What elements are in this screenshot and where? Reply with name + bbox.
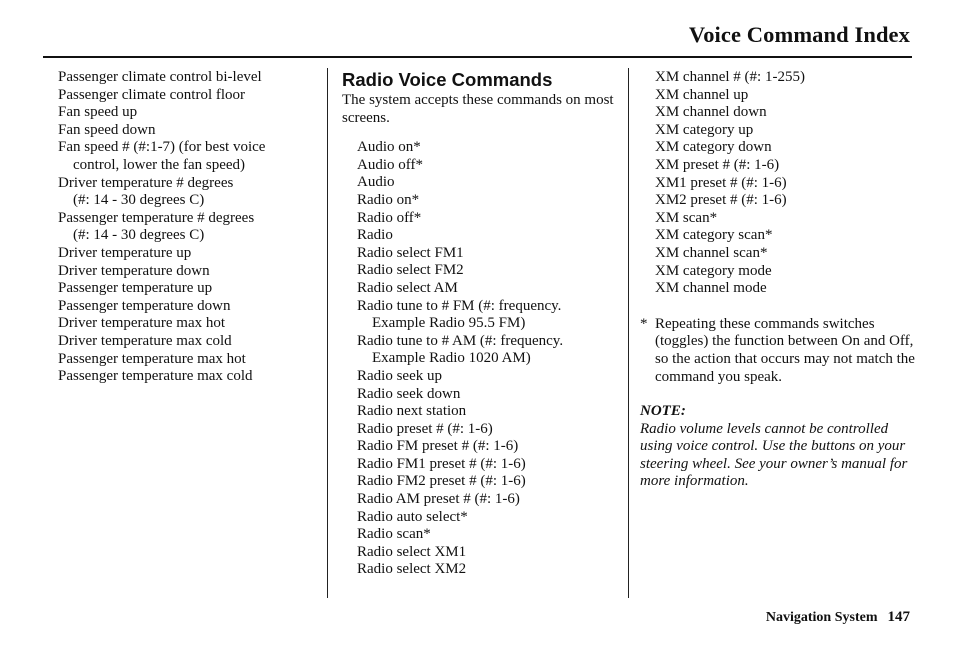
list-item: Passenger temperature max hot xyxy=(58,350,246,367)
list-item: Radio select FM1 xyxy=(357,244,464,261)
footnote xyxy=(640,316,915,386)
list-item: Radio on* xyxy=(357,191,420,208)
list-item: Radio seek down xyxy=(357,385,461,402)
list-item: Radio select XM1 xyxy=(357,543,467,560)
header-divider xyxy=(43,56,912,58)
list-item: Radio FM preset # (#: 1-6) xyxy=(357,438,519,455)
climate-command-list xyxy=(58,69,313,386)
column-divider xyxy=(327,68,328,598)
list-item: Radio next station xyxy=(357,403,467,420)
list-item: Radio select AM xyxy=(357,279,458,296)
list-item: Radio FM1 preset # (#: 1-6) xyxy=(357,455,526,472)
column-divider xyxy=(628,68,629,598)
list-item: XM category mode xyxy=(655,262,772,279)
radio-command-list xyxy=(342,139,617,579)
list-item: Radio scan* xyxy=(357,526,431,543)
list-item: Passenger temperature # degrees (#: 14 - 30 degrees C) xyxy=(58,209,255,244)
list-item: Audio off* xyxy=(357,156,423,173)
list-item: Radio select FM2 xyxy=(357,262,464,279)
column-radio-commands xyxy=(342,69,617,579)
page-number: 147 xyxy=(887,609,910,625)
section-intro: The system accepts these commands on most screens. xyxy=(342,92,614,126)
list-item: Audio on* xyxy=(357,139,421,156)
list-item: XM preset # (#: 1-6) xyxy=(655,156,780,173)
list-item: Audio xyxy=(357,174,395,191)
column-xm-commands xyxy=(640,69,915,491)
list-item: XM channel down xyxy=(655,104,767,121)
list-item: XM category down xyxy=(655,139,772,156)
list-item: Radio auto select* xyxy=(357,508,468,525)
list-item: Passenger climate control bi-level xyxy=(58,69,262,85)
list-item: Passenger climate control floor xyxy=(58,86,246,103)
list-item: Radio off* xyxy=(357,209,422,226)
list-item: XM channel mode xyxy=(655,280,767,297)
note-title: NOTE: xyxy=(640,403,686,420)
list-item: Radio FM2 preset # (#: 1-6) xyxy=(357,473,526,490)
list-item: XM channel scan* xyxy=(655,244,768,261)
list-item: XM scan* xyxy=(655,209,718,226)
list-item: Radio tune to # AM (#: frequency. Example Radio 1020 AM) xyxy=(357,332,564,367)
list-item: XM channel up xyxy=(655,86,749,103)
xm-command-list xyxy=(640,69,915,298)
list-item: Radio AM preset # (#: 1-6) xyxy=(357,491,520,508)
list-item: XM2 preset # (#: 1-6) xyxy=(655,192,787,209)
column-climate-commands xyxy=(58,69,313,386)
list-item: Passenger temperature down xyxy=(58,297,231,314)
note-body: Radio volume levels cannot be controlled using voice control. Use the buttons on your steering wheel. See your owner’s manual for more information. xyxy=(640,420,908,490)
list-item: XM channel # (#: 1-255) xyxy=(655,69,805,85)
list-item: Fan speed # (#:1-7) (for best voice control, lower the fan speed) xyxy=(58,139,266,173)
page-footer xyxy=(766,609,910,626)
list-item: Passenger temperature max cold xyxy=(58,368,253,385)
list-item: Radio select XM2 xyxy=(357,561,467,578)
list-item: Fan speed up xyxy=(58,104,138,121)
list-item: XM1 preset # (#: 1-6) xyxy=(655,174,787,191)
list-item: Radio xyxy=(357,227,393,244)
list-item: Radio seek up xyxy=(357,367,442,384)
list-item: Driver temperature up xyxy=(58,244,192,261)
list-item: Driver temperature down xyxy=(58,262,210,279)
list-item: XM category scan* xyxy=(655,227,773,244)
list-item: Driver temperature max hot xyxy=(58,315,226,332)
page-title: Voice Command Index xyxy=(688,22,910,47)
list-item: Radio preset # (#: 1-6) xyxy=(357,420,493,437)
list-item: XM category up xyxy=(655,121,754,138)
footnote-mark: * xyxy=(640,315,648,332)
list-item: Driver temperature # degrees (#: 14 - 30 degrees C) xyxy=(58,174,234,209)
list-item: Radio tune to # FM (#: frequency. Example Radio 95.5 FM) xyxy=(357,297,562,332)
footnote-text: Repeating these commands switches (toggles) the function between On and Off, so the action that occurs may not match the command you speak. xyxy=(655,315,915,385)
footer-label: Navigation System xyxy=(765,610,878,625)
list-item: Passenger temperature up xyxy=(58,280,213,297)
list-item: Fan speed down xyxy=(58,121,156,138)
list-item: Driver temperature max cold xyxy=(58,332,232,349)
section-title: Radio Voice Commands xyxy=(342,69,553,90)
